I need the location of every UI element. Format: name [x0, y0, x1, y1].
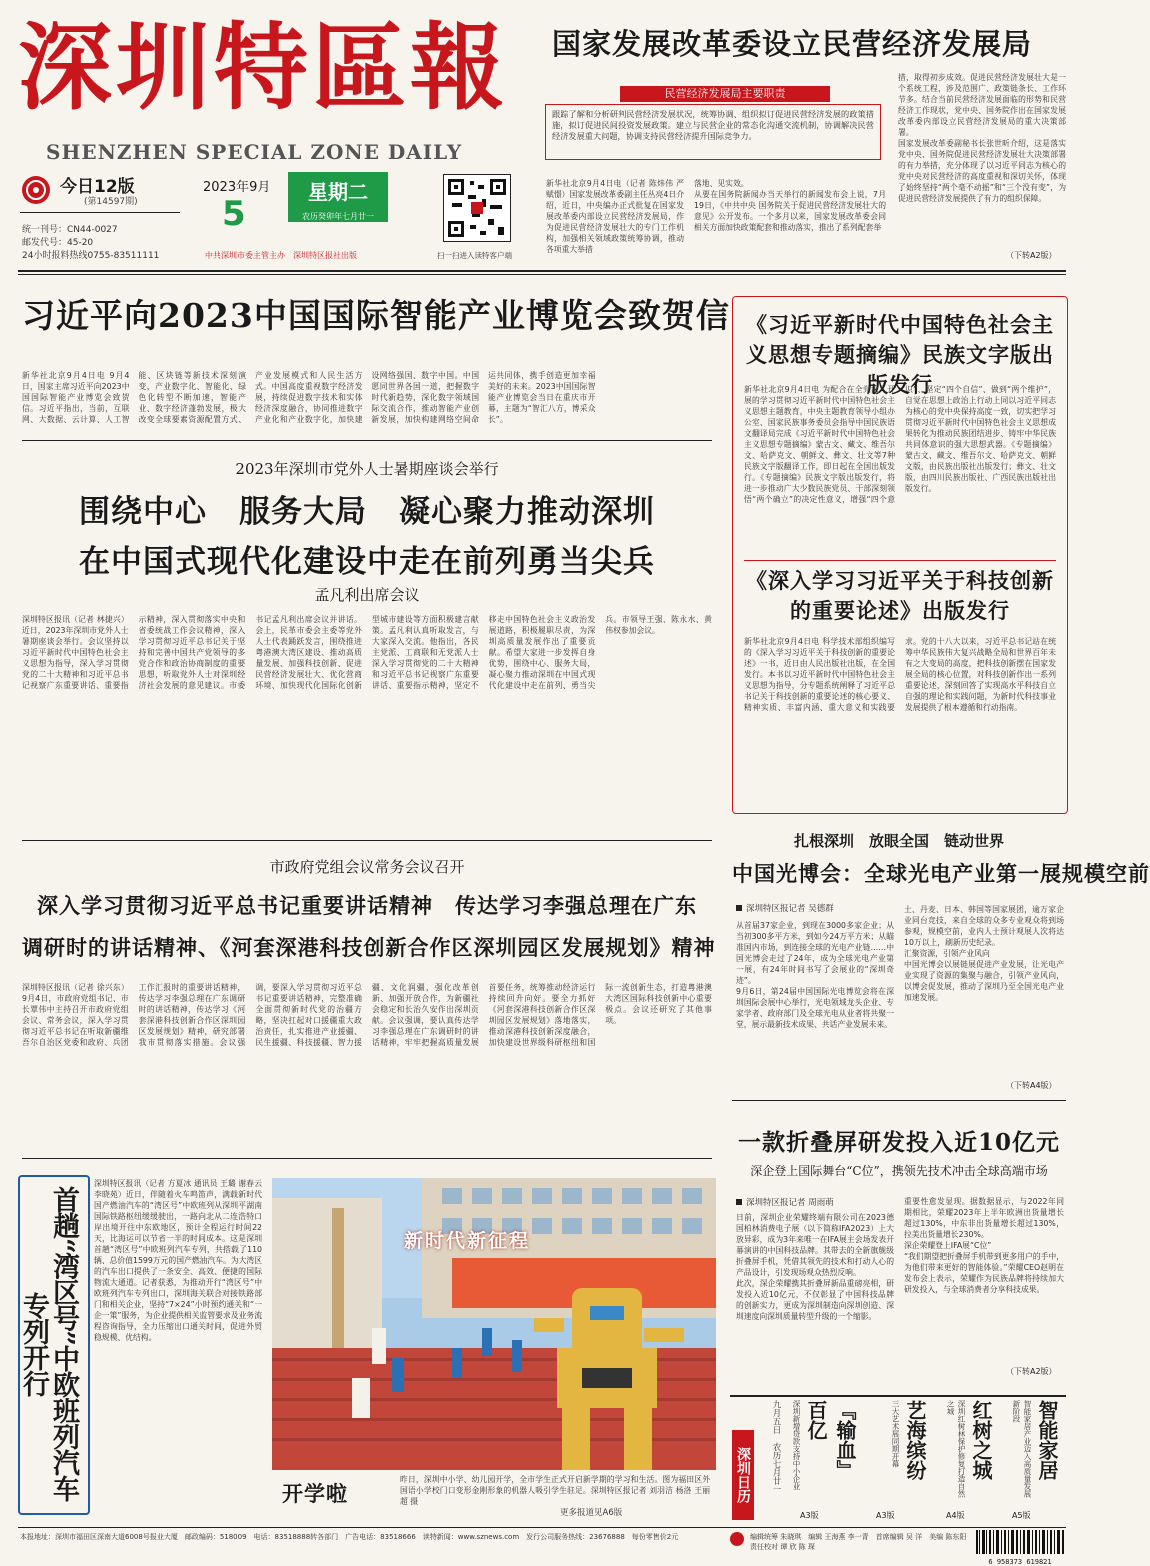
calendar-item-page: A3版 [800, 1511, 819, 1520]
qr-caption: 扫一扫进入读特客户端 [437, 251, 512, 260]
forum-kicker: 2023年深圳市党外人士暑期座谈会举行 [235, 460, 499, 478]
photo-caption-title: 开学啦 [282, 1481, 348, 1506]
calendar-date: 九月五日 农历七月廿一 [771, 1400, 781, 1494]
calendar-item-page: A5版 [1012, 1511, 1031, 1520]
newspaper-emblem-icon [22, 176, 50, 204]
lead-continued: （下转A2版） [1006, 251, 1057, 260]
optics-kicker: 扎根深圳 放眼全国 链动世界 [793, 832, 1004, 850]
cn-code: 统一刊号：CN44-0027 [22, 225, 118, 235]
weekday-box [288, 172, 388, 222]
fold-continued: （下转A2版） [1006, 1367, 1057, 1376]
issue-number: (第14597期) [84, 197, 138, 207]
lead-body-col2: 落地、见实效。 从要在国务院新闻办当天举行的新闻发布会上说，7月19日，《中共中央 国务院关于促进民营经济发展壮大的意见》公开发布。一个多月以来，国家发展改革委会同相关方面加快政策配套和推动落实，推出了系列配套举 [694, 179, 886, 232]
fold-body-col1: 日前，深圳企业荣耀终端有限公司在2023德国柏林消费电子展（以下简称IFA2023）上大放异彩，成为3年来唯一在IFA展主会场发表开幕演讲的中国科技品牌。其带去的全新旗舰级折叠屏手机，凭借其领先的技术和打动人心的产品设计，引发现场观众热烈反响。 此次，深企荣耀携其折叠屏新品重磅亮相，研发投入近10亿元，不仅彰显了中国科技品牌的创新实力，更成为深圳制造向深圳创造、深圳速度向深圳质量转型升级的一个缩影。 [736, 1213, 894, 1321]
calendar-item[interactable] [866, 1400, 930, 1522]
optics-continued: （下转A4版） [1006, 1081, 1057, 1090]
sponsor-line: 中共深圳市委主管主办 深圳特区报社出版 [205, 251, 357, 260]
optics-headline[interactable]: 中国光博会：全球光电产业第一展规模空前 [732, 861, 1150, 886]
photo-banner-text: 新时代新征程 [404, 1230, 531, 1252]
barcode-number: 6 958373 619821 [988, 1558, 1052, 1566]
lead-headline[interactable]: 国家发展改革委设立民营经济发展局 [552, 27, 1033, 61]
lead-box-text: 跟踪了解和分析研判民营经济发展状况，统筹协调、组织拟订促进民营经济发展的政策措施，拟订促进民间投资发展政策。建立与民营企业的常态化沟通交流机制，协调解决民营经济发展重大问题，协调支持民营经济提升国际竞争力。 [545, 104, 881, 160]
fold-headline[interactable]: 一款折叠屏研发投入近10亿元 [737, 1129, 1060, 1156]
forum-headline-2[interactable]: 在中国式现代化建设中走在前列勇当尖兵 [79, 544, 655, 580]
expo-headline[interactable]: 习近平向2023中国国际智能产业博览会致贺信 [22, 296, 730, 335]
optics-byline [736, 902, 886, 914]
optics-body-col1: 从首届37家企业，到现在3000多家企业；从当初300多平方米，到如今24万平方米；从瞄准国内市场，到连接全球的光电产业链……中国光博会走过了24年，成为全球光电产业第一展，有24年时间书写了会展业的“深圳奇迹”。 9月6日，第24届中国国际光电博览会将在深圳国际会展中心举行，光电领域龙头企业、专家学者、政府部门及全球光电从业者将共聚一堂，展示最新技术成果、共话产业发展未来。 [736, 921, 894, 1029]
photo-caption: 昨日，深圳中小学、幼儿园开学，全市学生正式开启新学期的学习和生活。图为福田区外国语小学校门口变形金刚形象的机器人吸引学生驻足。深圳特区报记者 刘羽洁 杨洛 王丽超 摄 [400, 1475, 710, 1506]
calendar-item[interactable] [790, 1400, 860, 1522]
calendar-item[interactable] [1002, 1400, 1062, 1522]
calendar-item-sub: 深圳红树林保护修复打造自然之城 [946, 1400, 966, 1498]
forum-subhead: 孟凡利出席会议 [314, 586, 420, 604]
fold-byline-text: 深圳特区报记者 周雨萌 [746, 1198, 834, 1208]
hotline: 24小时报料热线0755-83511111 [22, 251, 160, 261]
masthead-rule [18, 270, 1066, 275]
forum-body: 深圳特区报讯（记者 林捷兴）近日，2023年深圳市党外人士暑期座谈会举行。会议坚持以习近平新时代中国特色社会主义思想为指导，深入学习贯彻党的二十大精神和习近平总书记视察广东重要讲话、重要指示精神，深入贯彻落实中央和省委统战工作会议精神，深入学习贯彻习近平总书记关于坚持和完善中国共产党领导的多党合作和政治协商制度的重要思想，听取党外人士对深圳经济社会发展的意见建议。市委书记孟凡利出席会议并讲话。会上，民革市委会主委等党外人士代表踊跃发言，围绕推进粤港澳大湾区建设、推动高质量发展、加强科技创新、促进民营经济发展壮大、优化营商环境、加快现代化国际化创新型城市建设等方面积极建言献策。孟凡利认真听取发言，与大家深入交流。他指出，各民主党派、工商联和无党派人士深入学习贯彻党的二十大精神和习近平总书记视察广东重要讲话、重要指示精神，坚定不移走中国特色社会主义政治发展道路，积极履职尽责，为深圳高质量发展作出了重要贡献。希望大家进一步发挥自身优势，围绕中心、服务大局，凝心聚力推动深圳在中国式现代化建设中走在前列、勇当尖兵。市领导王强、陈永水、黄伟权参加会议。 [22, 615, 712, 690]
lead-box-label: 民营经济发展局主要职责 [620, 86, 830, 102]
calendar-item-page: A3版 [876, 1511, 895, 1520]
calendar-item-sub: 三大艺术展同期开幕 [891, 1400, 900, 1468]
side-body-1: 新华社北京9月4日电 为配合在全党深入开展的学习贯彻习近平新时代中国特色社会主义思想主题教育，中央主题教育领导小组办公室、国家民族事务委员会指导中国民族语文翻译局完成《习近平新时代中国特色社会主义思想专题摘编》蒙古文、藏文、维吾尔文、哈萨克文、朝鲜文、彝文、壮文等7种民族文字版翻译工作，即日起在全国出版发行。《专题摘编》民族文字版出版发行，将进一步推动广大少数民族党员、干部深刻领悟“两个确立”的决定性意义，增强“四个意识”、坚定“四个自信”、做到“两个维护”，自觉在思想上政治上行动上同以习近平同志为核心的党中央保持高度一致，切实把学习贯彻习近平新时代中国特色社会主义思想成果转化为推动民族团结进步、铸牢中华民族共同体意识的强大思想武器。《专题摘编》蒙古文、藏文、维吾尔文、哈萨克文、朝鲜文版，由民族出版社出版发行；彝文、壮文版，由四川民族出版社、广西民族出版社出版发行。 [744, 385, 1056, 504]
byline-square-icon [736, 1199, 742, 1205]
photo-more-link[interactable]: 更多报道见A6版 [560, 1508, 623, 1518]
calendar-item-sub: 深圳新增贷款支持中小企业 [792, 1400, 801, 1490]
calendar-item-title: 红树之城 [969, 1400, 993, 1480]
footer-emblem-icon [730, 1532, 744, 1546]
calendar-item-page: A4版 [946, 1511, 965, 1520]
lead-body-col3: 措，取得初步成效。促进民营经济发展壮大是一个系统工程，涉及范围广、政策链条长、工作环节多。结合当前民营经济发展面临的形势和民营经济工作现状，党中央、国务院作出在国家发展改革委内部设立民营经济发展局的重大决策部署。 国家发展改革委副秘书长张世昕介绍，这是落实党中央、国务院促进民营经济发展壮大决策部署的有力举措，充分体现了以习近平同志为核心的党中央对民营经济的高度重视和深切关怀，体现了始终坚持“两个毫不动摇”和“三个没有变”，为促进民营经济发展提供了有力的组织保障。 [898, 73, 1066, 203]
byline-square-icon [736, 905, 742, 911]
council-body: 深圳特区报讯（记者 徐兴东）9月4日，市政府党组书记、市长覃伟中主持召开市政府党组会议、常务会议，深入学习贯彻习近平总书记在听取新疆维吾尔自治区党委和政府、兵团工作汇报时的重要讲话精神，传达学习李强总理在广东调研时的讲话精神，传达学习《河套深港科技创新合作区深圳园区发展规划》精神，研究部署我市贯彻落实措施。会议强调，要深入学习贯彻习近平总书记重要讲话精神，完整准确全面贯彻新时代党的治疆方略，坚决扛起对口援疆重大政治责任，扎实推进产业援疆、民生援疆、科技援疆、智力援疆、文化润疆，强化改革创新、加强开放合作，为新疆社会稳定和长治久安作出深圳贡献。会议强调，要认真传达学习李强总理在广东调研时的讲话精神，牢牢把握高质量发展首要任务，统筹推动经济运行持续回升向好。要全力抓好《河套深港科技创新合作区深圳园区发展规划》落地落实，推动深港科技创新深度融合，加快建设世界级科研枢纽和国际一流创新生态，打造粤港澳大湾区国际科技创新中心重要极点。会议还研究了其他事项。 [22, 983, 712, 1047]
lunar-date: 农历癸卯年七月廿一 [302, 212, 374, 221]
expo-body: 新华社北京9月4日电 9月4日，国家主席习近平向2023中国国际智能产业博览会致贺信。习近平指出，当前，互联网、大数据、云计算、人工智能、区块链等新技术深刻演变，产业数字化、智能化、绿色化转型不断加速，智能产业、数字经济蓬勃发展，极大改变全球要素资源配置方式、产业发展模式和人民生活方式。中国高度重视数字经济发展，持续促进数字技术和实体经济深度融合，协同推进数字产业化和产业数字化，加快建设网络强国、数字中国。中国愿同世界各国一道，把握数字时代新趋势，深化数字领域国际交流合作，推动智能产业创新发展，加快构建网络空间命运共同体，携手创造更加幸福美好的未来。2023中国国际智能产业博览会当日在重庆市开幕，主题为“智汇八方，博采众长”。 [22, 371, 596, 424]
footer-editors: 编辑统筹 朱晓琪 编辑 王海燕 李一青 首席编辑 吴 洋 美编 陈东阳 责任校对 谭 欣 陈 琛 [750, 1533, 974, 1551]
fold-byline [736, 1196, 886, 1208]
calendar-item[interactable] [936, 1400, 996, 1522]
optics-body-col2: 土、丹麦、日本、韩国等国家展团，逾万家企业同台竞技，来自全球的众多专业观众将到场参观，规模空前，业内人士预计观展人次将达10万以上，刷新历史纪录。 汇聚资源，引领产业风向 中国光博会以展链展促进产业发展，让光电产业实现了资源的集聚与融合，引领产业风向，以博会促发展，推动了深圳乃至全国光电产业加速发展。 [904, 905, 1064, 1002]
calendar-label: 深圳日历 [732, 1430, 754, 1520]
fold-body-col2: 重要性愈发显现。据数据显示，与2022年同期相比，荣耀2023年上半年欧洲出货量增长超过130%，中东非出货量增长超过130%，拉美出货量增长230%。 深企荣耀登上IFA展“C位” “我们期望把折叠屏手机带到更多用户的手中，为他们带来更好的智能体验。”荣耀CEO赵明在发布会上表示，荣耀作为民族品牌将持续加大研发投入，与全球消费者分享科技成果。 [904, 1197, 1064, 1294]
calendar-item-title: 智能家居 [1035, 1400, 1059, 1480]
school-opening-photo[interactable] [272, 1178, 716, 1470]
side-body-2: 新华社北京9月4日电 科学技术部组织编写的《深入学习习近平关于科技创新的重要论述》一书，近日由人民出版社出版，在全国发行。本书以习近平新时代中国特色社会主义思想为指导，分专题系统阐释了习近平总书记关于科技创新的重要论述的核心要义、精神实质、丰富内涵、重大意义和实践要求。党的十八大以来，习近平总书记站在统筹中华民族伟大复兴战略全局和世界百年未有之大变局的高度，把科技创新摆在国家发展全局的核心位置，对科技创新作出一系列重要论述，深刻回答了实现高水平科技自立自强的理论和实践问题，为新时代科技事业发展提供了根本遵循和行动指南。 [744, 637, 1056, 712]
council-kicker: 市政府党组会议常务会议召开 [269, 858, 465, 876]
council-headline-1[interactable]: 深入学习贯彻习近平总书记重要讲话精神 传达学习李强总理在广东 [37, 893, 697, 918]
side-headline-2[interactable]: 《深入学习习近平关于科技创新的重要论述》出版发行 [746, 568, 1054, 623]
masthead-logo: 深圳特區報 [18, 13, 509, 123]
fold-subhead: 深企登上国际舞台“C位”，携领先技术冲击全球高端市场 [750, 1164, 1048, 1178]
today-pages: 今日12版 [60, 177, 135, 197]
calendar-item-title: 艺海缤纷 [903, 1400, 927, 1480]
barcode-icon [974, 1530, 1066, 1566]
masthead-english-name: SHENZHEN SPECIAL ZONE DAILY [46, 140, 463, 164]
optics-byline-text: 深圳特区报记者 吴德群 [746, 904, 834, 914]
year-month: 2023年9月 [203, 180, 271, 195]
council-headline-2[interactable]: 调研时的讲话精神、《河套深港科技创新合作区深圳园区发展规划》精神 [22, 935, 716, 960]
train-vertical-title[interactable]: 首趟“湾区号”中欧班列汽车专列开行 [18, 1186, 79, 1502]
calendar-item-title: 『输血』百亿 [804, 1400, 857, 1480]
day-number: 5 [222, 194, 246, 234]
side-headline-1[interactable]: 《习近平新时代中国特色社会主义思想专题摘编》民族文字版出版发行 [746, 312, 1054, 397]
train-body: 深圳特区报讯（记者 方夏冰 通讯员 王璐 谢春云 李晓苑）近日，伴随着火车鸣笛声，满载新时代国产燃油汽车的“湾区号”中欧班列从深圳平湖南国际铁路枢纽缓缓驶出，一路向北从二连浩特口岸出境开往中东欧地区，预计全程运行时间22天，比海运可以节省一半的时间成本。这是深圳首趟“湾区号”中欧班列汽车专列，共搭载了110辆、总价值1599万元的国产燃油汽车。为大湾区的汽车出口提供了一条安全、高效、便捷的国际物流大通道。记者获悉，为推动开行“湾区号”中欧班列汽车专列出口，深圳海关联合对接铁路部门和相关企业，坚持“7×24”小时预约通关和“一企一策”服务，为企业提供相关监管要求及业务流程咨询指导，全力压缩出口通关时间，促进外贸稳规模、优结构。 [94, 1179, 262, 1342]
weekday: 星期二 [308, 180, 368, 204]
footer-address: 本报地址：深圳市福田区深南大道6008号报业大厦 邮政编码：518009 电话：83518888转各部门 广告电话：83518666 读特新闻：www.sznews.com 发行公司服务热线：23676888 每份零售价2元 [20, 1533, 679, 1541]
forum-headline-1[interactable]: 围绕中心 服务大局 凝心聚力推动深圳 [79, 494, 655, 530]
qr-code-icon[interactable] [443, 174, 511, 242]
post-code: 邮发代号：45-20 [22, 238, 94, 248]
calendar-item-sub: 智能家居产业迈入高质量发展新阶段 [1012, 1400, 1032, 1498]
lead-body-col1: 新华社北京9月4日电（记者 陈炜伟 严赋憬）国家发展改革委副主任丛亮4日介绍，近日，中央编办正式批复在国家发展改革委内部设立民营经济发展局，作为促进民营经济发展壮大的专门工作机构，加强相关领域政策统筹协调，推动各项重大举措 [546, 179, 684, 254]
